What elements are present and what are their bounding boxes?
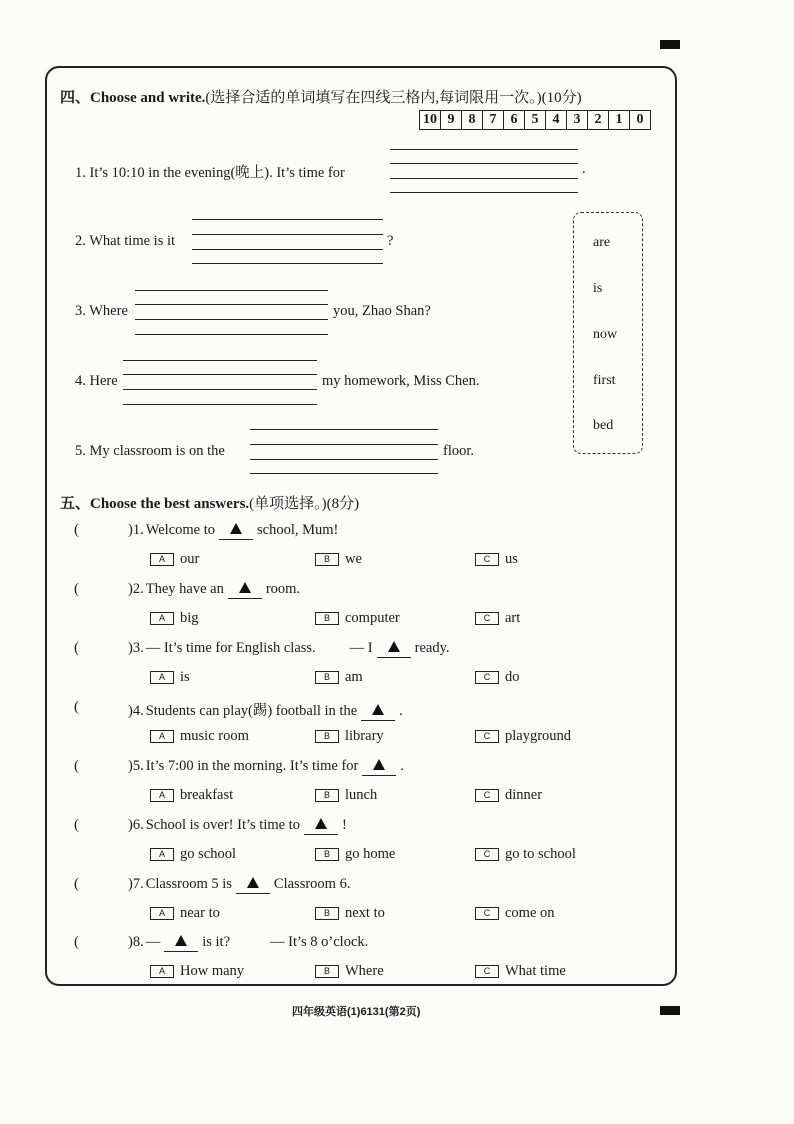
section4-instruction: (选择合适的单词填写在四线三格内,每词限用一次。)(10分) [205, 90, 582, 106]
grid-line [250, 459, 438, 460]
grid-line [123, 374, 317, 375]
s4-q3-pre: 3. Where [75, 303, 128, 319]
option-text: do [505, 669, 520, 685]
option-letter-box: C [475, 965, 499, 978]
option-letter-box: B [315, 907, 339, 920]
question-text-post: . [399, 703, 403, 719]
option-b[interactable] [315, 846, 395, 863]
word-box-item: is [593, 281, 603, 296]
option-b[interactable] [315, 905, 385, 922]
option-a[interactable] [150, 728, 249, 745]
option-b[interactable] [315, 787, 377, 804]
question-text-post: Classroom 6. [273, 876, 351, 892]
triangle-icon [373, 759, 385, 770]
question-number: )5. [128, 758, 144, 774]
option-letter-box: A [150, 730, 174, 743]
score-cell[interactable]: 6 [504, 111, 525, 130]
score-cell[interactable]: 4 [546, 111, 567, 130]
s4-q3-post: you, Zhao Shan? [333, 303, 431, 319]
option-letter-box: C [475, 789, 499, 802]
s4-q1-pre: 1. It’s 10:10 in the evening(晚上). It’s time for [75, 165, 345, 181]
triangle-icon [372, 704, 384, 715]
question-number: )1. [128, 522, 144, 538]
answer-blank [361, 703, 395, 721]
s5-q6-stem [128, 817, 347, 835]
score-cell[interactable]: 9 [441, 111, 462, 130]
question-number: )4. [128, 703, 144, 719]
grid-line [390, 163, 578, 164]
s4-q2-pre: 2. What time is it [75, 233, 176, 249]
option-text: go home [345, 846, 396, 862]
option-letter-box: A [150, 907, 174, 920]
option-text: big [180, 610, 199, 626]
option-letter-box: B [315, 965, 339, 978]
s4-q5-pre: 5. My classroom is on the [75, 443, 225, 459]
score-cell[interactable]: 7 [483, 111, 504, 130]
score-table [419, 110, 651, 130]
option-letter-box: A [150, 965, 174, 978]
answer-paren-open[interactable]: ( [74, 758, 79, 774]
word-box-item: bed [593, 418, 614, 433]
option-letter-box: B [315, 671, 339, 684]
option-text: library [345, 728, 384, 744]
question-text-post: ready. [414, 640, 450, 656]
answer-blank [362, 758, 396, 776]
answer-paren-open[interactable]: ( [74, 876, 79, 892]
s5-q5-stem [128, 758, 404, 776]
option-c[interactable] [475, 963, 566, 980]
option-text: come on [505, 905, 555, 921]
grid-line [135, 304, 328, 305]
option-text: How many [180, 963, 245, 979]
option-text: go school [180, 846, 236, 862]
question-text-post: ! [341, 817, 347, 833]
answer-paren-open[interactable]: ( [74, 934, 79, 950]
triangle-icon [175, 935, 187, 946]
answer-paren-open[interactable]: ( [74, 522, 79, 538]
question-text-post: is it? [202, 934, 231, 950]
option-letter-box: A [150, 848, 174, 861]
question-number: )6. [128, 817, 144, 833]
question-text-pre: — [145, 934, 161, 950]
section4-title-text: 四、Choose and write. [60, 90, 206, 106]
grid-line [250, 444, 438, 445]
option-letter-box: B [315, 553, 339, 566]
option-a[interactable] [150, 551, 199, 568]
option-letter-box: C [475, 553, 499, 566]
page-footer: 四年级英语(1)6131(第2页) [292, 1006, 421, 1018]
question-text-pre: Welcome to [145, 522, 216, 538]
grid-line [123, 404, 317, 405]
answer-paren-open[interactable]: ( [74, 581, 79, 597]
option-c[interactable] [475, 905, 555, 922]
question-text-post: . [400, 758, 404, 774]
question-text-pre: They have an [145, 581, 224, 597]
option-text: breakfast [180, 787, 234, 803]
grid-line [192, 263, 383, 264]
option-a[interactable] [150, 787, 233, 804]
option-letter-box: A [150, 612, 174, 625]
option-b[interactable] [315, 551, 362, 568]
s5-q3-stem [128, 640, 450, 658]
option-b[interactable] [315, 669, 363, 686]
grid-line [390, 149, 578, 150]
question-number: )2. [128, 581, 144, 597]
option-b[interactable] [315, 610, 400, 627]
s5-q8-stem [128, 934, 368, 952]
registration-mark-bottom [660, 1006, 680, 1015]
triangle-icon [230, 523, 242, 534]
option-letter-box: B [315, 612, 339, 625]
section5-instruction: (单项选择。)(8分) [249, 496, 360, 512]
question-text-mid: — I [349, 640, 373, 656]
answer-blank [228, 581, 262, 599]
score-cell[interactable]: 3 [567, 111, 588, 130]
option-letter-box: C [475, 848, 499, 861]
s4-q4-post: my homework, Miss Chen. [322, 373, 480, 389]
s5-q4-stem [128, 699, 403, 721]
s5-q1-stem [128, 522, 338, 540]
option-text: dinner [505, 787, 543, 803]
question-text-mid: — It’s 8 o’clock. [270, 934, 369, 950]
option-letter-box: C [475, 671, 499, 684]
option-b[interactable] [315, 728, 384, 745]
answer-paren-open[interactable]: ( [74, 640, 79, 656]
s4-q2-post: ? [387, 233, 394, 249]
answer-blank [377, 640, 411, 658]
score-cell[interactable]: 5 [525, 111, 546, 130]
option-text: our [180, 551, 200, 567]
option-a[interactable] [150, 669, 190, 686]
answer-paren-open[interactable]: ( [74, 699, 79, 715]
grid-line [192, 234, 383, 235]
s4-q4-pre: 4. Here [75, 373, 118, 389]
grid-line [135, 334, 328, 335]
grid-line [390, 178, 578, 179]
option-text: lunch [345, 787, 378, 803]
score-cell[interactable]: 8 [462, 111, 483, 130]
option-a[interactable] [150, 963, 244, 980]
grid-line [135, 319, 328, 320]
s4-q1 [75, 161, 345, 182]
option-text: near to [180, 905, 220, 921]
triangle-icon [388, 641, 400, 652]
s4-q5-post: floor. [443, 443, 475, 459]
answer-blank [236, 876, 270, 894]
word-box-item: are [593, 235, 611, 250]
answer-blank [164, 934, 198, 952]
s5-q7-stem [128, 876, 350, 894]
option-letter-box: B [315, 789, 339, 802]
question-text-pre: School is over! It’s time to [145, 817, 300, 833]
question-text-pre: — It’s time for English class. [145, 640, 316, 656]
option-letter-box: C [475, 730, 499, 743]
option-text: Where [345, 963, 384, 979]
grid-line [135, 290, 328, 291]
option-letter-box: A [150, 553, 174, 566]
option-letter-box: B [315, 730, 339, 743]
word-box-item: now [593, 327, 618, 342]
option-letter-box: C [475, 612, 499, 625]
triangle-icon [239, 582, 251, 593]
option-text: music room [180, 728, 249, 744]
option-c[interactable] [475, 610, 520, 627]
section4-title [60, 86, 582, 107]
option-letter-box: A [150, 789, 174, 802]
option-a[interactable] [150, 610, 199, 627]
grid-line [250, 429, 438, 430]
option-text: we [345, 551, 362, 567]
option-a[interactable] [150, 846, 236, 863]
option-text: is [180, 669, 190, 685]
option-letter-box: B [315, 848, 339, 861]
option-text: playground [505, 728, 572, 744]
option-letter-box: C [475, 907, 499, 920]
section5-title-text: 五、Choose the best answers. [60, 496, 250, 512]
s4-q1-post: . [582, 161, 586, 177]
grid-line [192, 219, 383, 220]
question-text-pre: It’s 7:00 in the morning. It’s time for [145, 758, 359, 774]
option-a[interactable] [150, 905, 220, 922]
score-cell[interactable]: 1 [609, 111, 630, 130]
triangle-icon [247, 877, 259, 888]
option-text: next to [345, 905, 385, 921]
question-text-post: room. [265, 581, 301, 597]
grid-line [192, 249, 383, 250]
score-cell[interactable]: 0 [630, 111, 651, 130]
option-c[interactable] [475, 728, 571, 745]
option-text: go to school [505, 846, 576, 862]
option-c[interactable] [475, 551, 518, 568]
option-letter-box: A [150, 671, 174, 684]
registration-mark-top [660, 40, 680, 49]
word-box-item: first [593, 373, 616, 388]
option-text: us [505, 551, 518, 567]
question-number: )7. [128, 876, 144, 892]
option-c[interactable] [475, 669, 520, 686]
score-cell[interactable]: 10 [420, 111, 441, 130]
option-b[interactable] [315, 963, 384, 980]
s5-q2-stem [128, 581, 300, 599]
option-c[interactable] [475, 787, 542, 804]
grid-line [250, 473, 438, 474]
answer-blank [219, 522, 253, 540]
triangle-icon [315, 818, 327, 829]
question-text-pre: Classroom 5 is [145, 876, 232, 892]
answer-paren-open[interactable]: ( [74, 817, 79, 833]
question-number: )3. [128, 640, 144, 656]
option-text: am [345, 669, 363, 685]
option-text: art [505, 610, 521, 626]
option-text: What time [505, 963, 566, 979]
word-box [573, 212, 643, 454]
grid-line [390, 192, 578, 193]
grid-line [123, 360, 317, 361]
answer-blank [304, 817, 338, 835]
section5-title [60, 492, 359, 513]
question-text-post: school, Mum! [257, 522, 339, 538]
question-number: )8. [128, 934, 144, 950]
option-text: computer [345, 610, 400, 626]
option-c[interactable] [475, 846, 576, 863]
question-text-pre: Students can play(踢) football in the [145, 703, 358, 719]
score-cell[interactable]: 2 [588, 111, 609, 130]
grid-line [123, 389, 317, 390]
